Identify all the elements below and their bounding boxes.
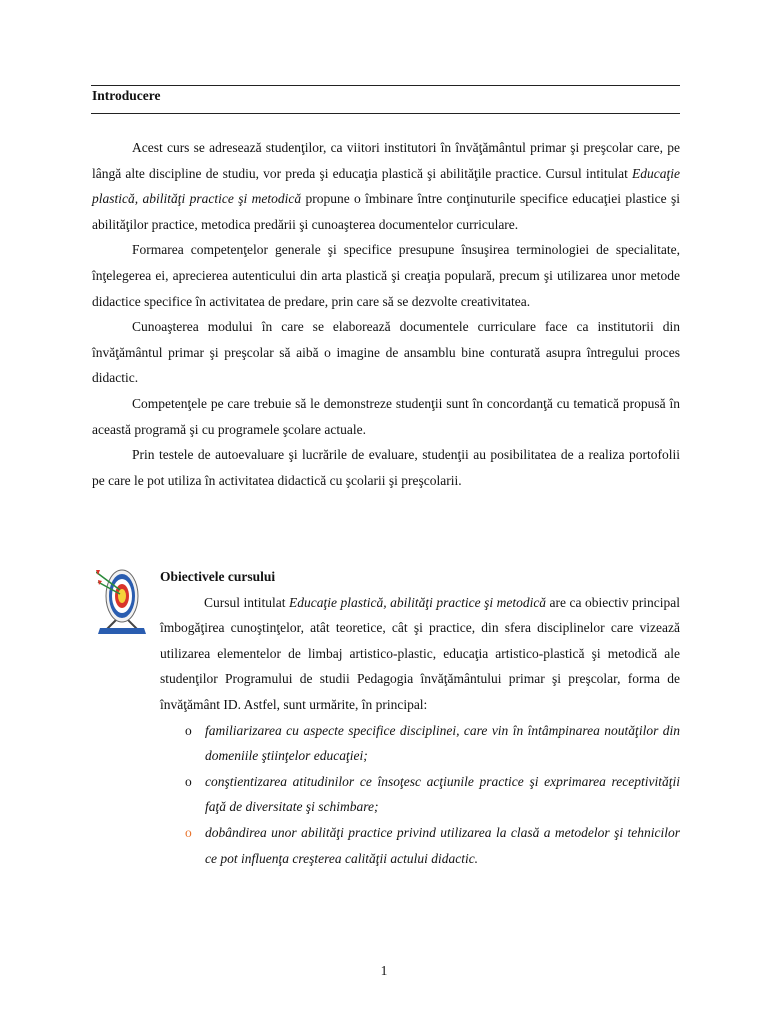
- objectives-course-title-italic: Educaţie plastică, abilităţi practice şi metodică: [289, 594, 547, 610]
- objective-item-text: conştientizarea atitudinilor ce însoţesc acţiunile practice şi exprimarea receptivităţii faţă de diversitate şi schimbare;: [205, 773, 680, 815]
- intro-paragraph-4: Competenţele pe care trebuie să le demonstreze studenţii sunt în concordanţă cu tematică propusă în această programă şi cu programele şcolare actuale.: [92, 395, 680, 437]
- intro-paragraph-1: [92, 135, 680, 237]
- objectives-section: [160, 564, 680, 871]
- objectives-paragraph: [160, 590, 680, 718]
- list-item: [160, 718, 680, 769]
- intro-paragraph-5: Prin testele de autoevaluare şi lucrările de evaluare, studenţii au posibilitatea de a realiza portofolii pe care le pot utiliza în activitatea didactică cu şcolarii şi preşcolarii.: [92, 447, 680, 488]
- intro-p1-text-a: Acest curs se adresează studenţilor, ca viitori institutori în învăţământul primar şi preşcolar care, pe lângă alte discipline de studiu, vor preda şi educaţia plastică şi abilităţile practice. Cursul intitulat: [92, 140, 680, 181]
- intro-p1-text-b: propune o îmbinare între conţinuturile specifice educaţiei plastice şi abilităţilor practice, metodica predării şi cunoaşterea documentelor curriculare.: [92, 191, 680, 232]
- intro-paragraph-3: Cunoaşterea modului în care se elaborează documentele curriculare face ca institutorii din învăţământul primar şi preşcolar să aibă o imagine de ansamblu bine conturată asupra întregului proces didactic.: [92, 319, 680, 386]
- archery-target-icon: [96, 566, 148, 636]
- objectives-text-b: are ca obiectiv principal îmbogăţirea cunoştinţelor, atât teoretice, cât şi practice, din sfera disciplinelor care vizează utilizarea elementelor de limbaj artistico-plastic, educaţia artistico-plastică şi metodică ale studenţilor Programului de studii Pedagogia învăţământului primar şi preşcolar, forma de învăţământ ID. Astfel, sunt urmărite, în principal:: [160, 594, 680, 712]
- course-title-italic: Educaţie plastică, abilităţi practice şi metodică: [92, 165, 680, 207]
- bullet-icon: o: [185, 824, 192, 840]
- intro-paragraph-2: Formarea competenţelor generale şi specifice presupune însuşirea terminologiei de specialitate, înţelegerea ei, aprecierea autenticului din arta plastică şi creaţia populară, precum şi utilizarea unor metode didactice specifice în activitatea de predare, prin care să se dezvolte creativitatea.: [92, 242, 680, 309]
- bullet-icon: o: [185, 773, 192, 789]
- list-item: [160, 820, 680, 871]
- header-rule-top: [91, 85, 680, 86]
- header-rule-bottom: [91, 113, 680, 114]
- list-item: [160, 769, 680, 820]
- objectives-title: Obiectivele cursului: [160, 569, 276, 584]
- objectives-list: [160, 718, 680, 872]
- bullet-icon: o: [185, 722, 192, 738]
- page-number: 1: [380, 963, 388, 978]
- section-heading: Introducere: [92, 88, 161, 103]
- objective-item-text: familiarizarea cu aspecte specifice disciplinei, care vin în întâmpinarea noutăţilor din domeniile ştiinţelor educaţiei;: [205, 722, 680, 764]
- objective-item-text: dobândirea unor abilităţi practice privind utilizarea la clasă a metodelor şi tehnicilor ce pot influenţa creşterea calităţii actului didactic.: [205, 824, 680, 866]
- objectives-text-a: Cursul intitulat: [204, 594, 289, 610]
- introduction-body: [92, 135, 680, 493]
